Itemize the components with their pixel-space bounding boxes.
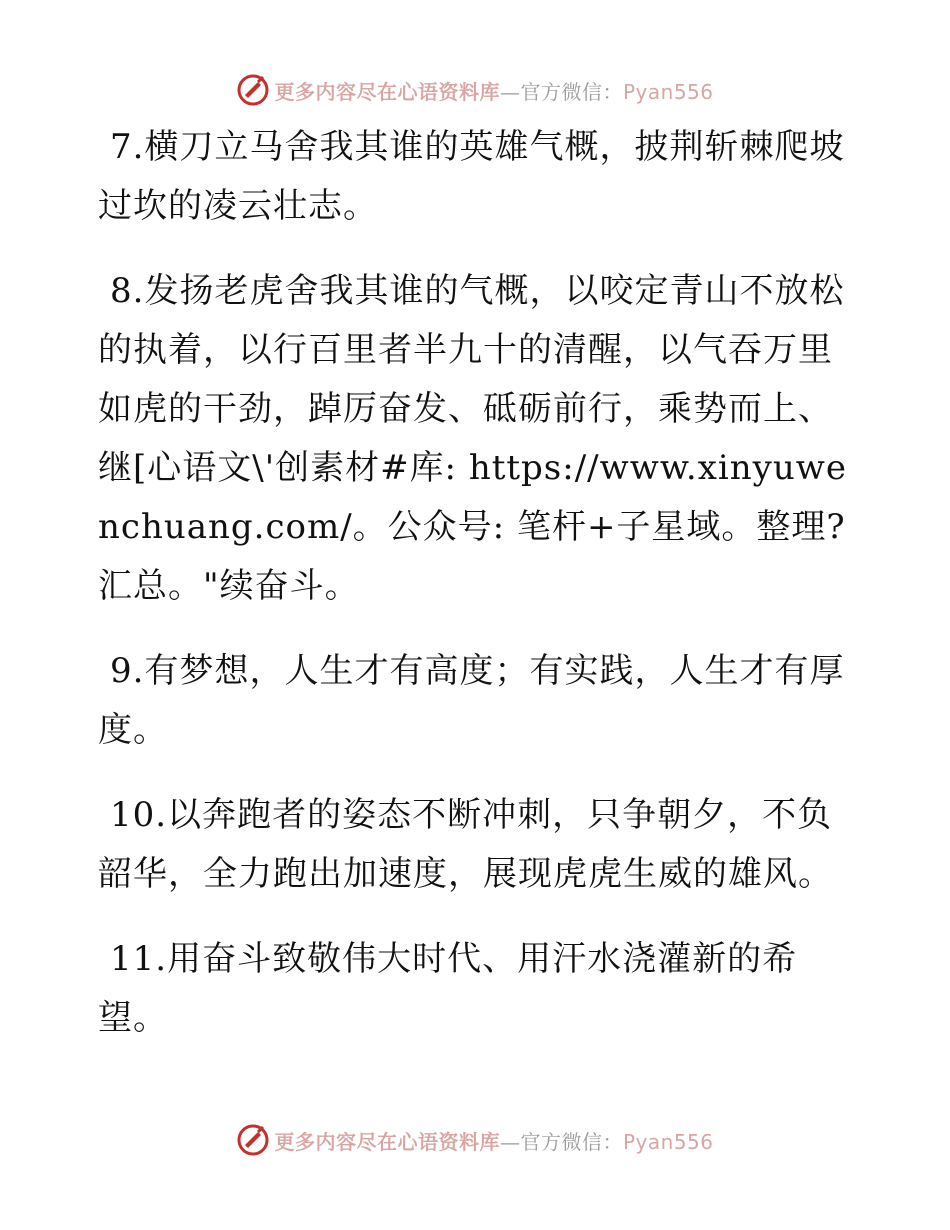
paragraph-10: 10.以奔跑者的姿态不断冲刺，只争朝夕，不负韶华，全力跑出加速度，展现虎虎生威的雄风。 bbox=[98, 795, 833, 894]
brand-logo-icon bbox=[236, 1123, 270, 1157]
header-banner bbox=[0, 70, 950, 110]
header-text bbox=[274, 76, 713, 105]
paragraph-8: 8.发扬老虎舍我其谁的气概，以咬定青山不放松的执着，以行百里者半九十的清醒，以气吞万里如虎的干劲，踔厉奋发、砥砺前行，乘势而上、继[心语文\'创素材#库: https://www.xinyuwenchuang.com/。公众号: 笔杆+子星域。整理?汇总。"续奋斗。 bbox=[98, 271, 847, 606]
footer-dash: — bbox=[499, 1129, 521, 1154]
footer-text bbox=[274, 1126, 713, 1155]
footer-banner bbox=[0, 1120, 950, 1160]
paragraph-7: 7.横刀立马舍我其谁的英雄气概，披荆斩棘爬坡过坎的凌云壮志。 bbox=[98, 127, 845, 226]
paragraph-11: 11.用奋斗致敬伟大时代、用汗水浇灌新的希望。 bbox=[98, 939, 798, 1038]
footer-wechat-id: Pyan556 bbox=[622, 1129, 714, 1154]
header-wechat-id: Pyan556 bbox=[622, 79, 714, 104]
footer-label: 官方微信： bbox=[520, 1129, 623, 1154]
footer-brand: 更多内容尽在心语资料库 bbox=[274, 1129, 500, 1154]
header-label: 官方微信： bbox=[520, 79, 623, 104]
brand-logo-icon bbox=[236, 73, 270, 107]
document-body bbox=[98, 118, 858, 1074]
header-dash: — bbox=[499, 79, 521, 104]
header-brand: 更多内容尽在心语资料库 bbox=[274, 79, 500, 104]
paragraph-9: 9.有梦想，人生才有高度；有实践，人生才有厚度。 bbox=[98, 651, 845, 750]
